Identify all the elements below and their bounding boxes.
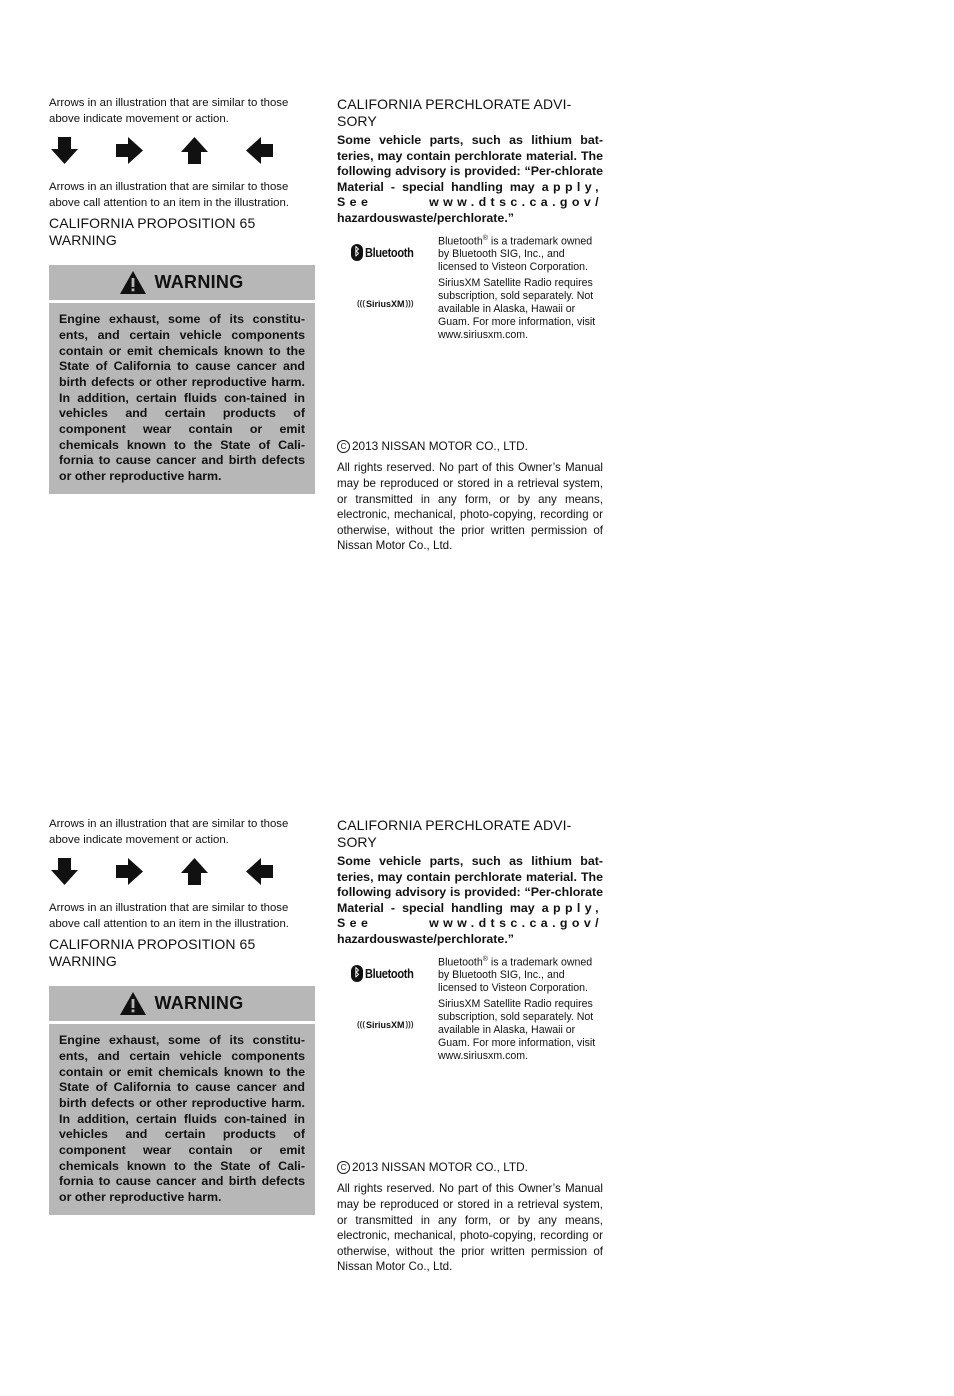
- bluetooth-notice-text: is a trademark owned by Bluetooth SIG, Inc., and licensed to Visteon Corporation.: [438, 956, 593, 994]
- perchlorate-body: [337, 854, 603, 948]
- bluetooth-notice-text: is a trademark owned by Bluetooth SIG, Inc., and licensed to Visteon Corporation.: [438, 235, 593, 273]
- bluetooth-logo: [351, 244, 422, 261]
- right-column: [337, 817, 603, 1275]
- siriusxm-logo-text: SiriusXM: [366, 298, 405, 309]
- page-copy-bottom: [0, 721, 954, 1396]
- warning-triangle-icon: [120, 271, 146, 294]
- bluetooth-logo-text: Bluetooth: [365, 244, 414, 260]
- warning-triangle-icon: [120, 992, 146, 1015]
- siriusxm-notice: SiriusXM Satellite Radio requires subscription, sold separately. Not available in Alaska, Hawaii or Guam. For more information, visit www.siriusxm.com.: [438, 998, 596, 1062]
- perchlorate-heading: CALIFORNIA PERCHLORATE ADVI-SORY: [337, 817, 572, 850]
- copyright-icon: C: [337, 440, 350, 453]
- arrow-row: [51, 857, 315, 885]
- perchlorate-text: Some vehicle parts, such as lithium bat-teries, may contain perchlorate material. The following advisory is provided: “Per-chlorate Material - special handling may: [337, 133, 603, 194]
- radio-wave-icon: (((: [357, 299, 365, 309]
- logo-column: [337, 954, 438, 1067]
- bluetooth-notice: [438, 233, 603, 274]
- arrow-right-icon: [116, 858, 143, 885]
- copyright-icon: C: [337, 1161, 350, 1174]
- radio-wave-icon: (((: [357, 1020, 365, 1030]
- bluetooth-notice: [438, 954, 603, 995]
- bluetooth-logo-text: Bluetooth: [365, 965, 414, 981]
- arrow-down-icon: [51, 137, 78, 164]
- copyright-line: [337, 439, 603, 454]
- rights-text: All rights reserved. No part of this Owner’s Manual may be reproduced or stored in a retrieval system, or transmitted in any form, or by any means, electronic, mechanical, photo-copying, recording or otherwise, without the prior written permission of Nissan Motor Co., Ltd.: [337, 1182, 603, 1274]
- arrow-up-icon: [181, 858, 208, 885]
- warning-header: [49, 265, 315, 300]
- registered-mark: ®: [482, 955, 488, 963]
- arrows-attention-text: Arrows in an illustration that are similar to those above call attention to an item in the illustration.: [49, 181, 289, 209]
- arrows-movement-text: Arrows in an illustration that are similar to those above indicate movement or action.: [49, 818, 289, 846]
- perchlorate-heading: CALIFORNIA PERCHLORATE ADVI-SORY: [337, 96, 572, 129]
- radio-wave-icon: ))): [405, 299, 414, 309]
- page-copy-top: [0, 0, 954, 675]
- perchlorate-text: Some vehicle parts, such as lithium bat-teries, may contain perchlorate material. The following advisory is provided: “Per-chlorate Material - special handling may: [337, 854, 603, 915]
- registered-mark: ®: [482, 234, 488, 242]
- trademark-text: [438, 233, 603, 346]
- arrow-down-icon: [51, 858, 78, 885]
- arrow-row: [51, 136, 315, 164]
- siriusxm-logo-text: SiriusXM: [366, 1019, 405, 1030]
- prop65-heading: CALIFORNIA PROPOSITION 65 WARNING: [49, 936, 256, 970]
- trademark-block: [337, 233, 603, 346]
- arrow-left-icon: [246, 858, 273, 885]
- arrow-right-icon: [116, 137, 143, 164]
- rights-text: All rights reserved. No part of this Owner’s Manual may be reproduced or stored in a retrieval system, or transmitted in any form, or by any means, electronic, mechanical, photo-copying, recording or otherwise, without the prior written permission of Nissan Motor Co., Ltd.: [337, 461, 603, 553]
- arrow-up-icon: [181, 137, 208, 164]
- arrow-left-icon: [246, 137, 273, 164]
- siriusxm-logo: [357, 299, 414, 309]
- prop65-heading: CALIFORNIA PROPOSITION 65 WARNING: [49, 215, 256, 249]
- left-column: [49, 96, 315, 494]
- bluetooth-icon: ᛒ: [351, 965, 363, 982]
- siriusxm-logo: [357, 1020, 414, 1030]
- perchlorate-url: apply, See www.dtsc.ca.gov/: [337, 900, 603, 931]
- warning-title: WARNING: [154, 272, 244, 293]
- perchlorate-body: [337, 133, 603, 227]
- left-column: [49, 817, 315, 1215]
- trademark-block: [337, 954, 603, 1067]
- warning-title: WARNING: [154, 993, 244, 1014]
- arrows-movement-text: Arrows in an illustration that are similar to those above indicate movement or action.: [49, 97, 289, 125]
- bluetooth-word: Bluetooth: [438, 956, 483, 969]
- trademark-text: [438, 954, 603, 1067]
- bluetooth-logo: [351, 965, 422, 982]
- radio-wave-icon: ))): [405, 1020, 414, 1030]
- perchlorate-url-end: hazardouswaste/perchlorate.”: [337, 210, 514, 225]
- logo-column: [337, 233, 438, 346]
- warning-header: [49, 986, 315, 1021]
- bluetooth-icon: ᛒ: [351, 244, 363, 261]
- right-column: [337, 96, 603, 554]
- bluetooth-word: Bluetooth: [438, 235, 483, 248]
- warning-body: Engine exhaust, some of its constitu-ents, and certain vehicle components contain or emit chemicals known to the State of California to cause cancer and birth defects or other reproductive harm. In addition, certain fluids con-tained in vehicles and certain products of component wear contain or emit chemicals known to the State of Cali-fornia to cause cancer and birth defects or other reproductive harm.: [49, 1024, 315, 1214]
- perchlorate-url-end: hazardouswaste/perchlorate.”: [337, 931, 514, 946]
- copyright-text: 2013 NISSAN MOTOR CO., LTD.: [352, 439, 528, 454]
- copyright-text: 2013 NISSAN MOTOR CO., LTD.: [352, 1160, 528, 1175]
- arrows-attention-text: Arrows in an illustration that are similar to those above call attention to an item in the illustration.: [49, 902, 289, 930]
- warning-body: Engine exhaust, some of its constitu-ents, and certain vehicle components contain or emit chemicals known to the State of California to cause cancer and birth defects or other reproductive harm. In addition, certain fluids con-tained in vehicles and certain products of component wear contain or emit chemicals known to the State of Cali-fornia to cause cancer and birth defects or other reproductive harm.: [49, 303, 315, 493]
- copyright-line: [337, 1160, 603, 1175]
- perchlorate-url: apply, See www.dtsc.ca.gov/: [337, 179, 603, 210]
- siriusxm-notice: SiriusXM Satellite Radio requires subscription, sold separately. Not available in Alaska, Hawaii or Guam. For more information, visit www.siriusxm.com.: [438, 277, 596, 341]
